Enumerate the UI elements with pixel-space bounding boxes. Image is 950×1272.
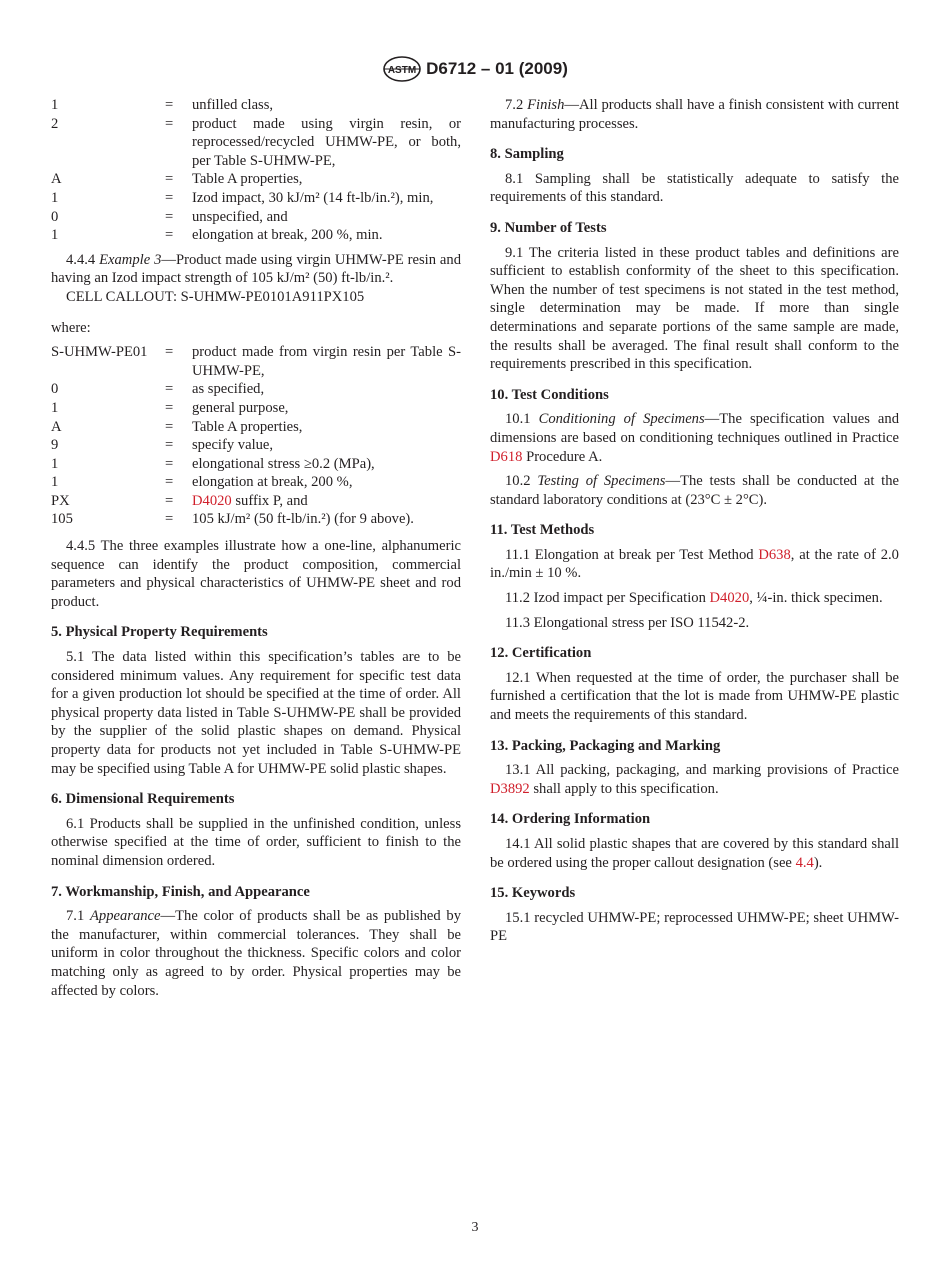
paragraph-7-2: 7.2 Finish—All products shall have a finish consistent with current manufacturing processes. [490, 97, 900, 132]
paragraph-7-1: 7.1 Appearance—The color of products shall be as published by the manufacturer, within commercial tolerances. They shall be uniform in color throughout the thickness. Specific colors and color matching only as agreed to by order. Physical properties may be affected by colors. [51, 908, 461, 999]
definition-equals: = [165, 399, 174, 416]
definition-equals: = [165, 511, 174, 528]
definition-value-rest: suffix P, and [231, 492, 308, 509]
definition-row [51, 510, 461, 529]
definition-row [51, 380, 461, 399]
definition-term: 105 [51, 511, 73, 528]
cell-callout: CELL CALLOUT: S-UHMW-PE0101A911PX105 [66, 288, 365, 305]
page-number: 3 [471, 1220, 479, 1235]
paragraph-11-1: 11.1 Elongation at break per Test Method D638, at the rate of 2.0 in./min ± 10 %. [490, 546, 899, 582]
definition-row [51, 399, 461, 418]
definition-equals: = [165, 344, 174, 361]
definition-equals: = [165, 474, 174, 491]
definition-row [51, 473, 461, 492]
section-heading-14: 14. Ordering Information [490, 811, 651, 828]
definition-equals: = [165, 381, 174, 398]
definition-term: 1 [51, 455, 59, 472]
d618-link[interactable]: D618 [490, 448, 523, 465]
paragraph-9-1: 9.1 The criteria listed in these product tables and definitions are sufficient to establish conformity of the sheet to this specification. When the number of test specimens is not stated in the test method, single determination may be made. If more than single determinations and separate portions of the same sample are made, the results shall be averaged. The final result shall conform to the requirements prescribed in this specification. [490, 244, 899, 373]
definition-term: 1 [51, 474, 59, 491]
section-4-4-link[interactable]: 4.4 [795, 854, 814, 871]
paragraph-4-4-5: 4.4.5 The three examples illustrate how a one-line, alphanumeric sequence can identify the product composition, commercial parameters and physical characteristics of UHMW-PE sheet and rod product. [51, 538, 461, 610]
definition-equals: = [165, 189, 174, 206]
definition-term: 1 [51, 227, 59, 244]
definition-term: PX [51, 492, 70, 509]
definition-list-example-2 [51, 96, 461, 245]
definition-equals: = [165, 171, 174, 188]
definition-equals: = [165, 227, 174, 244]
paragraph-13-1: 13.1 All packing, packaging, and marking provisions of Practice D3892 shall apply to this specification. [490, 762, 899, 797]
definition-value: elongational stress ≥0.2 (MPa), [192, 455, 375, 472]
definition-equals: = [165, 492, 174, 509]
definition-term: A [51, 171, 62, 188]
definition-value: unfilled class, [192, 97, 274, 113]
document-id: D6712 – 01 (2009) [426, 59, 568, 78]
definition-list-example-3 [51, 343, 461, 529]
right-column [490, 96, 899, 946]
definition-equals: = [165, 437, 174, 454]
definition-term: 2 [51, 115, 59, 132]
section-heading-15: 15. Keywords [490, 885, 576, 902]
d638-link[interactable]: D638 [758, 546, 791, 563]
paragraph-8-1: 8.1 Sampling shall be statistically adequate to satisfy the requirements of this standard. [490, 170, 899, 206]
section-heading-13: 13. Packing, Packaging and Marking [490, 737, 721, 754]
definition-value: elongation at break, 200 %, [192, 474, 353, 491]
d4020-link[interactable]: D4020 [709, 590, 750, 607]
definition-row [51, 343, 461, 380]
definition-value: Table A properties, [192, 171, 303, 188]
definition-row [51, 226, 461, 245]
section-heading-11: 11. Test Methods [490, 522, 595, 539]
definition-term: 9 [51, 437, 59, 454]
d4020-link[interactable]: D4020 [192, 492, 232, 509]
paragraph-11-2: 11.2 Izod impact per Specification D4020, ¼-in. thick specimen. [505, 590, 883, 607]
section-heading-5: 5. Physical Property Requirements [51, 624, 268, 641]
definition-row [51, 189, 461, 208]
definition-term: 0 [51, 381, 59, 398]
definition-value: 105 kJ/m² (50 ft-lb/in.²) (for 9 above). [192, 511, 414, 528]
definition-value: product made using virgin resin, or reprocessed/recycled UHMW-PE, or both, per Table S-UHMW-PE, [192, 115, 461, 169]
section-heading-9: 9. Number of Tests [490, 219, 607, 236]
definition-term: S-UHMW-PE01 [51, 344, 148, 361]
paragraph-11-3: 11.3 Elongational stress per ISO 11542-2. [505, 614, 750, 631]
astm-logo-icon [382, 56, 422, 82]
definition-row [51, 436, 461, 455]
definition-row [51, 208, 461, 227]
definition-value [192, 492, 461, 511]
definition-value: elongation at break, 200 %, min. [192, 227, 383, 244]
paragraph-12-1: 12.1 When requested at the time of order, the purchaser shall be furnished a certification that the lot is made from UHMW-PE plastic and meets the requirements of this standard. [490, 669, 899, 724]
page-header [0, 56, 950, 82]
definition-value: as specified, [192, 381, 265, 398]
section-heading-7: 7. Workmanship, Finish, and Appearance [51, 883, 310, 900]
definition-value: Izod impact, 30 kJ/m² (14 ft-lb/in.²), min, [192, 189, 434, 206]
definition-term: A [51, 418, 62, 435]
paragraph-6-1: 6.1 Products shall be supplied in the unfinished condition, unless otherwise specified at the time of order, sufficient to finish to the nominal dimension ordered. [51, 815, 461, 869]
where-label: where: [51, 319, 91, 336]
definition-term: 1 [51, 399, 59, 416]
definition-term: 1 [51, 189, 59, 206]
svg-text:ASTM: ASTM [387, 65, 417, 76]
section-heading-10: 10. Test Conditions [490, 386, 609, 403]
paragraph-14-1: 14.1 All solid plastic shapes that are covered by this standard shall be ordered using the proper callout designation (see 4.4). [490, 836, 899, 871]
paragraph-10-1: 10.1 Conditioning of Specimens—The specification values and dimensions are based on conditioning techniques outlined in Practice D618 Procedure A. [490, 411, 899, 465]
definition-equals: = [165, 455, 174, 472]
definition-equals: = [165, 115, 174, 132]
definition-value: Table A properties, [192, 418, 303, 435]
section-heading-6: 6. Dimensional Requirements [51, 791, 235, 808]
paragraph-4-4-4: 4.4.4 Example 3—Product made using virgin UHMW-PE resin and having an Izod impact strength of 105 kJ/m² (50) ft-lb/in.². [51, 251, 461, 287]
left-column [51, 96, 461, 1000]
definition-row [51, 170, 461, 189]
section-heading-8: 8. Sampling [490, 146, 564, 163]
definition-row [51, 492, 461, 511]
definition-term: 0 [51, 208, 59, 225]
d3892-link[interactable]: D3892 [490, 780, 530, 797]
definition-row [51, 96, 461, 115]
definition-row [51, 115, 461, 171]
paragraph-10-2: 10.2 Testing of Specimens—The tests shall be conducted at the standard laboratory conditions at (23°C ± 2°C). [490, 473, 899, 508]
paragraph-15-1: 15.1 recycled UHMW-PE; reprocessed UHMW-PE; sheet UHMW-PE [490, 909, 899, 945]
definition-value: product made from virgin resin per Table S-UHMW-PE, [192, 344, 461, 379]
definition-row [51, 418, 461, 437]
section-heading-12: 12. Certification [490, 645, 592, 662]
definition-value: unspecified, and [192, 208, 288, 225]
definition-equals: = [165, 208, 174, 225]
definition-term: 1 [51, 97, 59, 113]
definition-value: general purpose, [192, 399, 289, 416]
definition-value: specify value, [192, 437, 274, 454]
definition-equals: = [165, 418, 174, 435]
definition-equals: = [165, 97, 174, 113]
definition-row [51, 455, 461, 474]
paragraph-5-1: 5.1 The data listed within this specification’s tables are to be considered minimum values. Any requirement for specific test data for a given production lot should be specified at the time of order. All physical property data listed in Table S-UHMW-PE shall be provided by the supplier of the solid plastic shapes on demand. Physical property data for products not yet included in Table S-UHMW-PE may be specified using Table A for UHMW-PE solid plastic shapes. [51, 649, 461, 777]
